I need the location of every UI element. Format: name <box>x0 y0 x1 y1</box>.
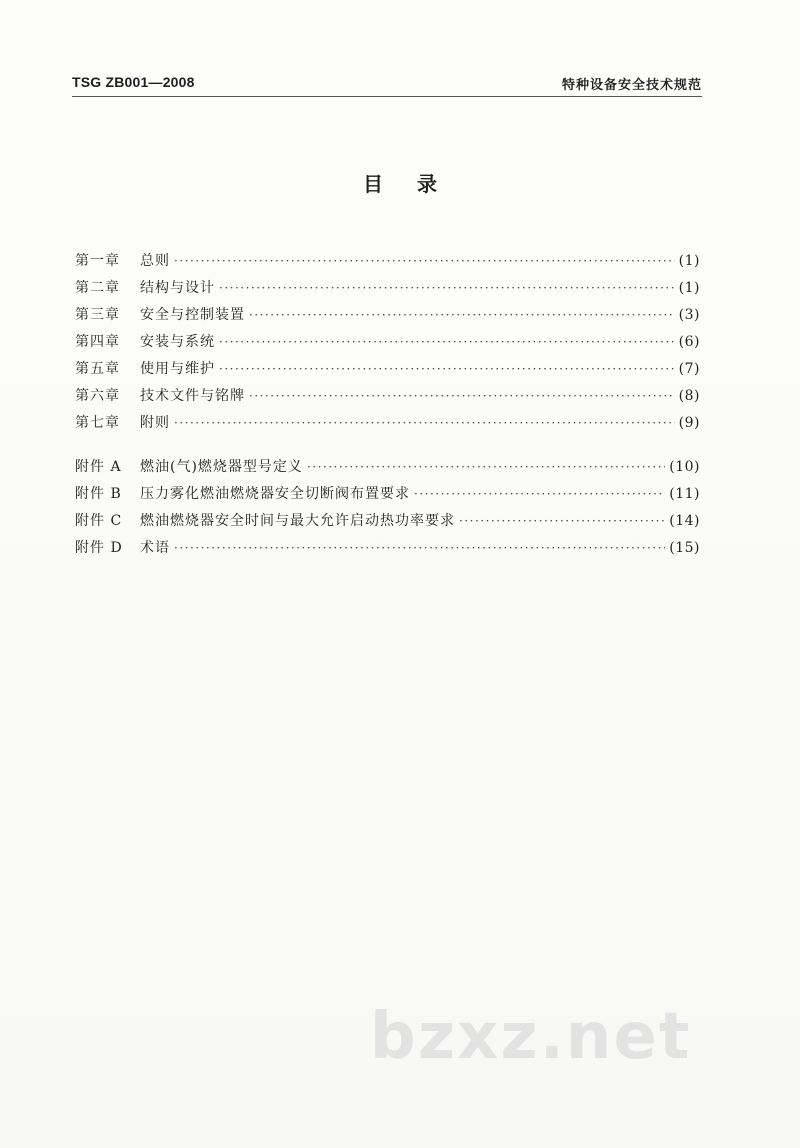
appendix-list <box>75 456 700 564</box>
toc-entry-appendix-d[interactable] <box>75 537 700 564</box>
toc-entry-chapter-5[interactable] <box>75 358 700 385</box>
toc-entry-label: 第七章 <box>75 415 120 431</box>
toc-entry-name: 结构与设计 <box>140 280 215 296</box>
toc-entry-appendix-a[interactable] <box>75 456 700 483</box>
toc-entry-page: (11) <box>669 486 700 502</box>
toc-entry-name: 使用与维护 <box>140 361 215 377</box>
toc-entry-name: 总则 <box>140 253 170 269</box>
toc-entry-label: 第二章 <box>75 280 120 296</box>
toc-entry-name: 术语 <box>140 540 170 556</box>
watermark-text: bzxz.net <box>370 1000 692 1074</box>
toc-entry-chapter-2[interactable] <box>75 277 700 304</box>
table-of-contents <box>75 250 700 564</box>
dot-leader <box>219 362 675 376</box>
toc-entry-appendix-c[interactable] <box>75 510 700 537</box>
toc-entry-label: 第五章 <box>75 361 120 377</box>
toc-entry-page: (7) <box>678 361 700 377</box>
toc-entry-name: 燃油燃烧器安全时间与最大允许启动热功率要求 <box>140 513 455 529</box>
dot-leader <box>174 416 675 430</box>
dot-leader <box>249 389 675 403</box>
dot-leader <box>459 514 665 528</box>
toc-entry-page: (6) <box>678 334 700 350</box>
toc-entry-name: 燃油(气)燃烧器型号定义 <box>140 459 303 475</box>
toc-entry-label: 附件 A <box>75 459 122 475</box>
toc-entry-page: (3) <box>678 307 700 323</box>
dot-leader <box>174 254 675 268</box>
toc-entry-label: 第一章 <box>75 253 120 269</box>
series-title: 特种设备安全技术规范 <box>561 78 702 93</box>
toc-entry-label: 第四章 <box>75 334 120 350</box>
toc-entry-chapter-3[interactable] <box>75 304 700 331</box>
toc-entry-chapter-1[interactable] <box>75 250 700 277</box>
toc-entry-label: 附件 C <box>75 513 123 529</box>
toc-entry-name: 安装与系统 <box>140 334 215 350</box>
toc-entry-name: 技术文件与铭牌 <box>140 388 245 404</box>
toc-entry-name: 安全与控制装置 <box>140 307 245 323</box>
dot-leader <box>414 487 665 501</box>
toc-entry-page: (15) <box>669 540 700 556</box>
toc-entry-page: (14) <box>669 513 700 529</box>
dot-leader <box>219 335 675 349</box>
toc-entry-page: (1) <box>678 253 700 269</box>
toc-entry-name: 压力雾化燃油燃烧器安全切断阀布置要求 <box>140 486 410 502</box>
toc-entry-label: 附件 D <box>75 540 123 556</box>
dot-leader <box>219 281 675 295</box>
toc-entry-chapter-7[interactable] <box>75 412 700 439</box>
standard-code: TSG ZB001—2008 <box>72 74 195 90</box>
page-header <box>72 72 702 97</box>
toc-entry-page: (9) <box>678 415 700 431</box>
dot-leader <box>174 541 665 555</box>
toc-entry-chapter-4[interactable] <box>75 331 700 358</box>
toc-entry-label: 附件 B <box>75 486 122 502</box>
toc-entry-label: 第三章 <box>75 307 120 323</box>
page-title: 目录 <box>363 172 471 196</box>
toc-entry-page: (10) <box>669 459 700 475</box>
chapter-list <box>75 250 700 439</box>
toc-entry-page: (1) <box>678 280 700 296</box>
dot-leader <box>307 460 665 474</box>
toc-entry-page: (8) <box>678 388 700 404</box>
toc-entry-chapter-6[interactable] <box>75 385 700 412</box>
dot-leader <box>249 308 675 322</box>
toc-entry-label: 第六章 <box>75 388 120 404</box>
toc-entry-name: 附则 <box>140 415 170 431</box>
toc-entry-appendix-b[interactable] <box>75 483 700 510</box>
